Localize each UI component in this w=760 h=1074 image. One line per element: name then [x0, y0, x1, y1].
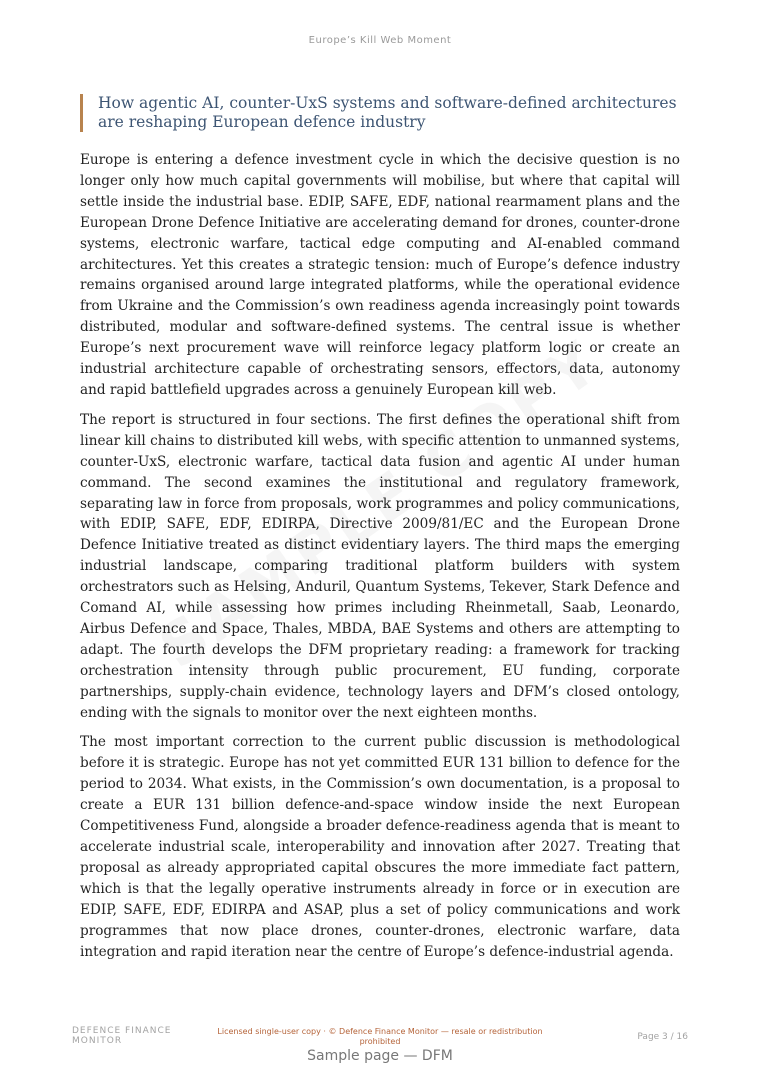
body-paragraph: The most important correction to the current public discussion is methodological before it is strategic. Europe has not yet committed EUR 131 billion to defence for the period to 2034. What exists, in the Commission’s own documentation, is a proposal to create a EUR 131 billion defence-and-space window inside the next European Competitiveness Fund, alongside a broader defence-readiness agenda that is meant to accelerate industrial scale, interoperability and innovation after 2027. Treating that proposal as already appropriated capital obscures the more immediate fact pattern, which is that the legally operative instruments already in force or in execution are EDIP, SAFE, EDF, EDIRPA and ASAP, plus a set of policy communications and work programmes that now place drones, counter-drones, electronic warfare, data integration and rapid iteration near the centre of Europe’s defence-industrial agenda. [80, 734, 680, 960]
body-paragraph: The report is structured in four sections. The first defines the operational shift from linear kill chains to distributed kill webs, with specific attention to unmanned systems, counter-UxS, electronic warfare, tactical data fusion and agentic AI under human command. The second examines the institutional and regulatory framework, separating law in force from proposals, work programmes and policy communications, with EDIP, SAFE, EDF, EDIRPA, Directive 2009/81/EC and the European Drone Defence Initiative treated as distinct evidentiary layers. The third maps the emerging industrial landscape, comparing traditional platform builders with system orchestrators such as Helsing, Anduril, Quantum Systems, Tekever, Stark Defence and Comand AI, while assessing how primes including Rheinmetall, Saab, Leonardo, Airbus Defence and Space, Thales, MBDA, BAE Systems and others are attempting to adapt. The fourth develops the DFM proprietary reading: a framework for tracking orchestration intensity through public procurement, EU funding, corporate partnerships, supply-chain evidence, technology layers and DFM’s closed ontology, ending with the signals to monitor over the next eighteen months. [80, 411, 680, 721]
license-line: Licensed single-user copy · © Defence Finance Monitor — resale or redistribution [217, 1027, 543, 1036]
running-header: Europe’s Kill Web Moment [308, 35, 452, 46]
footer-brand [72, 1026, 202, 1046]
page-number: Page 3 / 16 [637, 1032, 688, 1042]
license-line: prohibited [359, 1037, 401, 1046]
sample-page-label: Sample page — DFM [307, 1048, 453, 1064]
article-subtitle: How agentic AI, counter-UxS systems and software-defined architectures are reshaping European defence industry [98, 94, 677, 131]
footer-license-notice [200, 1027, 560, 1047]
subtitle-block [80, 94, 680, 132]
footer-brand-line: MONITOR [72, 1036, 123, 1046]
article-body [80, 150, 680, 971]
body-paragraph: Europe is entering a defence investment cycle in which the decisive question is no longer only how much capital governments will mobilise, but where that capital will settle inside the industrial base. EDIP, SAFE, EDF, national rearmament plans and the European Drone Defence Initiative are accelerating demand for drones, counter-drone systems, electronic warfare, tactical edge computing and AI-enabled command architectures. Yet this creates a strategic tension: much of Europe’s defence industry remains organised around large integrated platforms, while the operational evidence from Ukraine and the Commission’s own readiness agenda increasingly point towards distributed, modular and software-defined systems. The central issue is whether Europe’s next procurement wave will reinforce legacy platform logic or create an industrial architecture capable of orchestrating sensors, effectors, data, autonomy and rapid battlefield upgrades across a genuinely European kill web. [80, 152, 680, 398]
footer-brand-line: DEFENCE FINANCE [72, 1026, 172, 1036]
